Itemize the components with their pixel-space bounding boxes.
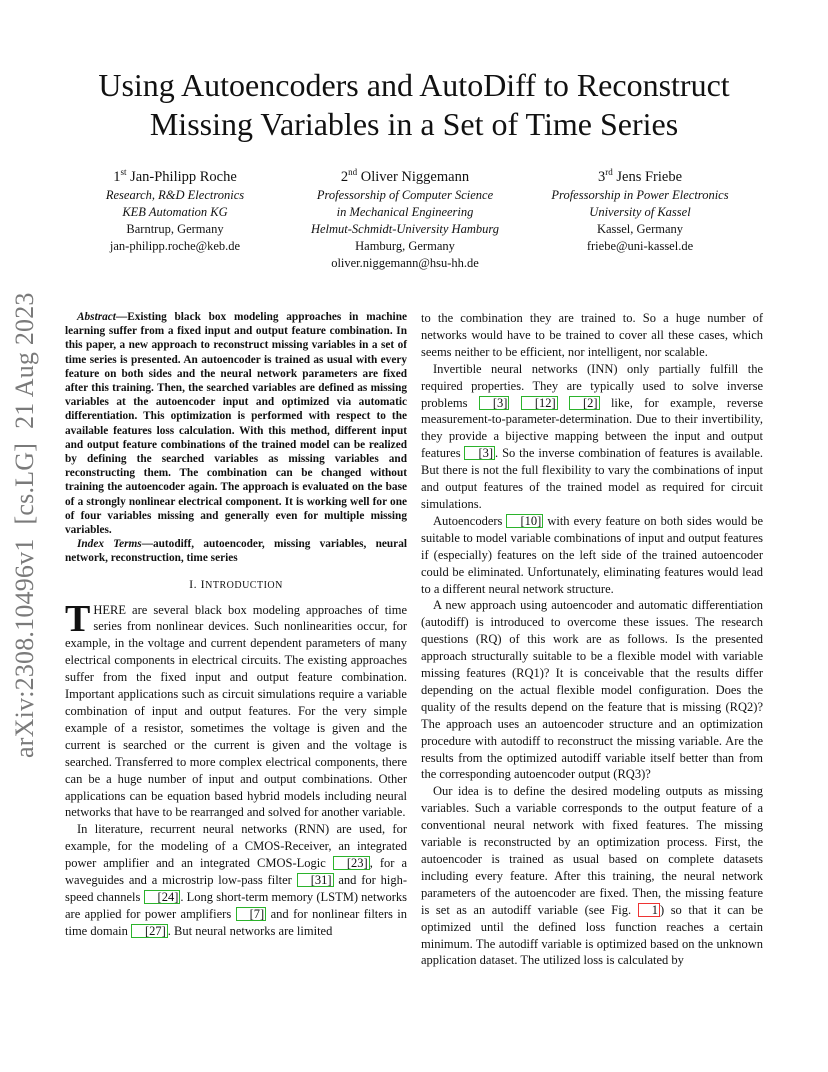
intro-paragraph-5: Autoencoders [10] with every feature on both sides would be suitable to model variable combinations of input and output features if (especially) features on the left side of the trained autoencoder could be eliminated. Unfortunately, eliminating features would lead to a different neural network structure.	[421, 513, 764, 596]
citation-link[interactable]: [3]	[479, 396, 510, 410]
arxiv-category: [cs.LG]	[10, 442, 39, 525]
left-column	[65, 310, 407, 940]
citation-link[interactable]: [7]	[236, 907, 267, 921]
author-name: 3rd Jens Friebe	[597, 167, 682, 185]
figure-link[interactable]: 1	[638, 903, 660, 917]
author-location: Barntrup, Germany	[126, 222, 224, 236]
intro-paragraph-2: In literature, recurrent neural networks (RNN) are used, for example, for the modeling of a CMOS-Receiver, an integrated power amplifier and an integrated CMOS-Logic [23] , for a waveguides and a microstrip low-pass filter [31] and for high-speed channels [24] . Long short-term memory (LSTM) networks are applied for power amplifiers [7] and for nonlinear filters in time domain [27] . But neural networks are limited	[65, 822, 408, 938]
author-affiliation: Professorship in Power Electronics	[551, 188, 729, 202]
intro-paragraph-7: Our idea is to define the desired modeling outputs as missing variables. Such a variable corresponds to the output feature of a conventional neural network with fixed features. The missing variable is reconstructed by an optimization process. First, the autoencoder is trained as usual based on complete datasets including every feature. After this training, the neural network parameters of the autoencoder are fixed. Then, the missing feature is set as an autodiff variable (see Fig. 1 ) so that it can be optimized until the defined loss function reaches a certain minimum. The autodiff variable is optimized based on the unknown application dataset. The utilized loss is calculated by	[421, 784, 763, 968]
index-terms-text: —autodiff, autoencoder, missing variables, neural network, reconstruction, time series	[65, 538, 407, 565]
intro-paragraph-3: to the combination they are trained to. So a huge number of networks would have to be trained to cover all these cases, which seems neither to be efficient, nor intelligent, nor scalable.	[421, 311, 763, 359]
author-name: 1st Jan-Philipp Roche	[113, 167, 237, 185]
author-affiliation: Helmut-Schmidt-University Hamburg	[310, 222, 500, 236]
section-heading-introduction: I. INTRODUCTION	[189, 576, 283, 591]
abstract-text: —Existing black box modeling approaches in machine learning suffer from a fixed input and output feature combination. In this paper, a new approach to reconstruct missing variables in a set of time series is presented. An autoencoder is trained as usual with every feature on both sides and the neural network parameters are fixed after this training. Then, the searched variables are defined as missing variables at the autoencoder input and optimized via automatic differentiation. This optimization is performed with respect to the available features loss calculation. With this method, different input and output feature combinations of the trained model can be realized by defining the searched variables as missing variables and reconstructing them. The combination can be changed without training the autoencoder again. The approach is evaluated on the base of a strongly nonlinear electrical component. It is working well for one of four variables missing and generally even for multiple missing variables.	[65, 311, 407, 537]
author-affiliation: University of Kassel	[589, 205, 691, 219]
author-affiliation: Research, R&D Electronics	[105, 188, 245, 202]
right-column	[421, 310, 763, 969]
citation-link[interactable]: [12]	[521, 396, 558, 410]
author-email[interactable]: oliver.niggemann@hsu-hh.de	[331, 256, 479, 270]
arxiv-sidebar-identifier	[10, 292, 70, 758]
citation-link[interactable]: [10]	[506, 514, 543, 528]
citation-link[interactable]: [3]	[464, 446, 495, 460]
paper-title-line-2: Missing Variables in a Set of Time Series	[149, 106, 679, 142]
paper-title-line-1: Using Autoencoders and AutoDiff to Reconstruct	[98, 67, 730, 103]
intro-paragraph-6: A new approach using autoencoder and automatic differentiation (autodiff) is introduced to overcome these issues. The research questions (RQ) of this work are as follows. Is the presented approach structurally suitable to be a flexible model with variable missing features (RQ1)? It is conceivable that the results differ depending on the actual flexible model configuration. Does the quality of the results depend on the feature that is missing (RQ2)? The approach uses an autoencoder structure and an optimization procedure with autodiff to reconstruct the missing variable. Are the results from the optimized autodiff variable itself better than from the corresponding autoencoder output (RQ3)?	[421, 598, 763, 782]
author-email[interactable]: friebe@uni-kassel.de	[586, 239, 694, 253]
abstract	[65, 310, 407, 537]
index-terms	[65, 537, 407, 565]
citation-link[interactable]: [31]	[297, 873, 334, 887]
author-affiliation: Professorship of Computer Science	[316, 188, 494, 202]
author-location: Hamburg, Germany	[355, 239, 455, 253]
abstract-lead: Abstract	[77, 311, 116, 323]
author-location: Kassel, Germany	[596, 222, 684, 236]
author-1	[65, 162, 285, 255]
author-name: 2nd Oliver Niggemann	[340, 167, 470, 185]
author-affiliation: in Mechanical Engineering	[336, 205, 474, 219]
citation-link[interactable]: [2]	[569, 396, 600, 410]
index-terms-lead: Index Terms	[77, 538, 142, 551]
arxiv-date: 21 Aug 2023	[10, 292, 39, 429]
intro-paragraph-1: THERE are several black box modeling approaches of time series from nonlinear devices. Such nonlinearities occur, for example, in the voltage and current dependent parameters of many electrical components in electrical circuits. The existing approaches suffer from the fixed input and output feature combination. Important applications such as circuit simulations require a variable combination of input and output features. For the very simple example of a resistor, sometimes the voltage is given and the current is searched or the current is given and the voltage is searched. Transferred to more complex electrical components, there can be a huge number of input and output combinations. Other applications can be equation based hybrid models including neural networks that have to be rearranged and solved for another variable.	[65, 597, 407, 820]
author-email[interactable]: jan-philipp.roche@keb.de	[109, 239, 241, 253]
author-3	[515, 162, 765, 255]
paper-title	[60, 66, 768, 144]
author-2	[280, 162, 530, 272]
citation-link[interactable]: [23]	[333, 856, 370, 870]
drop-cap: T	[65, 597, 91, 640]
citation-link[interactable]: [27]	[131, 924, 168, 938]
arxiv-id: arXiv:2308.10496v1	[10, 538, 39, 758]
citation-link[interactable]: [24]	[144, 890, 181, 904]
author-affiliation: KEB Automation KG	[122, 205, 228, 219]
intro-paragraph-4: Invertible neural networks (INN) only partially fulfill the required properties. They are typically used to solve inverse problems [3] [12] [2] like, for example, reverse measurement-to-parameter-determination. Due to their invertibility, they provide a bijective mapping between the input and output features [3] . So the inverse combination of features is available. But there is not the full flexibility to vary the combinations of input and output features of the trained model as required for circuit simulations.	[421, 361, 764, 511]
